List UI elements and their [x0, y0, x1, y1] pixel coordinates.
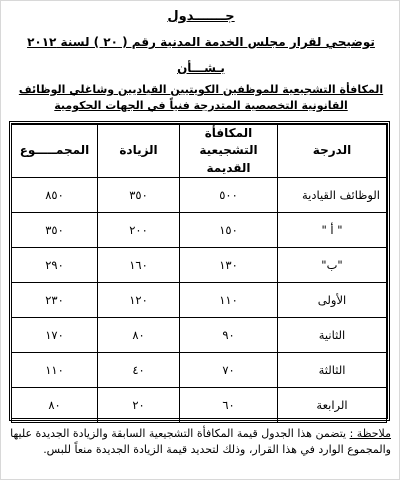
grade-cell: الثانية — [278, 318, 387, 353]
header-total: المجمـــــوع — [12, 125, 98, 178]
total-cell: ٢٣٠ — [12, 283, 98, 318]
old-bonus-cell: ٦٠ — [180, 388, 278, 423]
increase-cell: ٢٠ — [98, 388, 180, 423]
increase-cell: ١٦٠ — [98, 248, 180, 283]
table-row — [12, 213, 387, 248]
header-grade: الدرجة — [278, 125, 387, 178]
old-bonus-cell: ١٣٠ — [180, 248, 278, 283]
total-cell: ١٧٠ — [12, 318, 98, 353]
table-row — [12, 283, 387, 318]
old-bonus-cell: ١٥٠ — [180, 213, 278, 248]
total-cell: ٨٥٠ — [12, 178, 98, 213]
old-bonus-cell: ٥٠٠ — [180, 178, 278, 213]
old-bonus-cell: ٩٠ — [180, 318, 278, 353]
increase-cell: ٢٠٠ — [98, 213, 180, 248]
grade-cell: الثالثة — [278, 353, 387, 388]
document-title: جـــــــدول — [167, 9, 235, 24]
footnote — [6, 426, 391, 458]
footnote-text: يتضمن هذا الجدول قيمة المكافأة التشجيعية السابقة والزيادة الجديدة عليها والمجموع الوارد في هذا القرار، وذلك لتحديد قيمة الزيادة الجديدة منعاً للبس. — [10, 427, 391, 456]
footnote-label: ملاحظة : — [349, 427, 391, 440]
document-regarding: بـشـــأن — [177, 61, 225, 75]
total-cell: ٢٩٠ — [12, 248, 98, 283]
table-row — [12, 248, 387, 283]
total-cell: ١١٠ — [12, 353, 98, 388]
grade-cell: "ب" — [278, 248, 387, 283]
header-increase: الزيادة — [98, 125, 180, 178]
table-row — [12, 318, 387, 353]
document-subject-line-2: القانونية التخصصية المتدرجة فنياً في الجهات الحكومية — [54, 99, 348, 112]
increase-cell: ٤٠ — [98, 353, 180, 388]
grade-cell: الأولى — [278, 283, 387, 318]
document-subject-line-1: المكافأة التشجيعية للموظفين الكويتيين القياديين وشاغلي الوظائف — [18, 83, 384, 96]
total-cell: ٨٠ — [12, 388, 98, 423]
old-bonus-cell: ١١٠ — [180, 283, 278, 318]
table-row — [12, 388, 387, 423]
header-old-bonus: المكافأة التشجيعية القديمة — [180, 125, 278, 178]
increase-cell: ٨٠ — [98, 318, 180, 353]
increase-cell: ٣٥٠ — [98, 178, 180, 213]
grade-cell: الرابعة — [278, 388, 387, 423]
total-cell: ٣٥٠ — [12, 213, 98, 248]
bonus-table — [9, 121, 390, 421]
table-row — [12, 353, 387, 388]
grade-cell: " أ " — [278, 213, 387, 248]
table-row — [12, 178, 387, 213]
document-subtitle: توضيحي لقرار مجلس الخدمة المدنية رقم ( ٢٠ ) لسنة ٢٠١٢ — [27, 35, 375, 49]
table-header-row — [12, 125, 387, 178]
increase-cell: ١٢٠ — [98, 283, 180, 318]
grade-cell: الوظائف القيادية — [278, 178, 387, 213]
old-bonus-cell: ٧٠ — [180, 353, 278, 388]
